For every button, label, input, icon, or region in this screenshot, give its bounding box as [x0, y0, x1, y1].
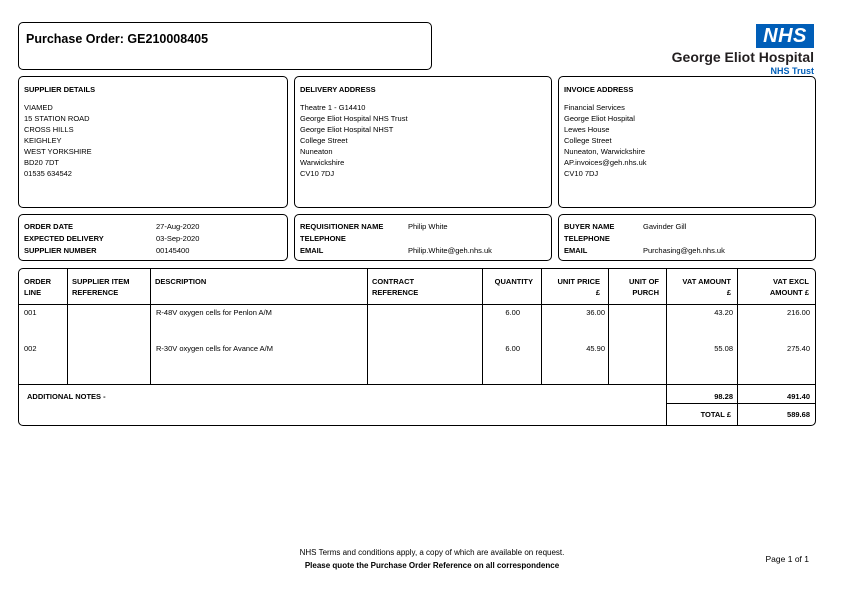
vat-excl-amount: 216.00	[787, 308, 810, 317]
supplier-number: 00145400	[156, 246, 190, 255]
vat-excl-amount: 275.40	[787, 344, 810, 353]
header-vat-excl-amount	[770, 276, 809, 298]
address-line: CV10 7DJ	[300, 169, 335, 178]
column-divider	[666, 269, 667, 425]
header-unit-price	[557, 276, 600, 298]
order-date: 27-Aug-2020	[156, 222, 200, 231]
item-description: R-48V oxygen cells for Penlon A/M	[156, 308, 272, 317]
address-line: George Eliot Hospital NHS Trust	[300, 114, 408, 123]
address-line: CROSS HILLS	[24, 125, 74, 134]
buyer-email: Purchasing@geh.nhs.uk	[643, 246, 725, 255]
order-lines-table	[18, 268, 816, 426]
additional-notes-label: ADDITIONAL NOTES -	[27, 392, 106, 401]
header-supplier-item-reference	[72, 276, 130, 298]
supplier-details-box	[18, 76, 288, 208]
quantity: 6.00	[505, 308, 520, 317]
header-order-line	[24, 276, 51, 298]
address-line: Nuneaton	[300, 147, 333, 156]
column-divider	[367, 269, 368, 384]
buyer-name: Gavinder Gill	[643, 222, 687, 231]
po-title: Purchase Order: GE210008405	[26, 32, 209, 46]
requisitioner-email: Philip.White@geh.nhs.uk	[408, 246, 492, 255]
header-text: QUANTITY	[494, 277, 533, 286]
address-line: KEIGHLEY	[24, 136, 62, 145]
trust-name: NHS Trust	[770, 66, 814, 76]
buyer-email-label: EMAIL	[564, 246, 588, 255]
total-label: TOTAL £	[700, 410, 731, 419]
page-number: Page 1 of 1	[765, 554, 809, 564]
address-line: AP.invoices@geh.nhs.uk	[564, 158, 647, 167]
address-line: College Street	[300, 136, 348, 145]
header-text: CONTRACT	[372, 277, 415, 286]
po-title-box	[18, 22, 432, 70]
address-line: VIAMED	[24, 103, 53, 112]
header-divider	[19, 304, 815, 305]
address-line: Theatre 1 - G14410	[300, 103, 366, 112]
header-unit-of-purchase	[629, 276, 659, 298]
delivery-address	[300, 102, 408, 179]
header-text: VAT EXCL	[773, 277, 809, 286]
unit-price: 36.00	[586, 308, 605, 317]
address-line: Lewes House	[564, 125, 610, 134]
unit-price: 45.90	[586, 344, 605, 353]
address-line: George Eliot Hospital NHST	[300, 125, 394, 134]
header-text: UNIT OF	[629, 277, 659, 286]
invoice-address-label: INVOICE ADDRESS	[564, 85, 634, 94]
supplier-number-label: SUPPLIER NUMBER	[24, 246, 97, 255]
terms-note: NHS Terms and conditions apply, a copy of which are available on request.	[299, 548, 565, 557]
header-description	[155, 276, 206, 287]
header-text: DESCRIPTION	[155, 277, 207, 286]
header-vat-amount	[682, 276, 731, 298]
expected-delivery: 03-Sep-2020	[156, 234, 200, 243]
header-contract-reference	[372, 276, 418, 298]
header-text: VAT AMOUNT	[682, 277, 731, 286]
header-text: AMOUNT £	[769, 288, 809, 297]
address-line: BD20 7DT	[24, 158, 60, 167]
address-line: WEST YORKSHIRE	[24, 147, 92, 156]
vat-total: 98.28	[714, 392, 733, 401]
header-quantity	[495, 276, 533, 287]
items-divider	[19, 384, 815, 385]
requisitioner-name-label: REQUISITIONER NAME	[300, 222, 384, 231]
totals-divider	[666, 403, 815, 404]
address-line: College Street	[564, 136, 612, 145]
supplier-address	[24, 102, 92, 179]
order-line-number: 002	[24, 344, 37, 353]
column-divider	[541, 269, 542, 384]
header-text: £	[726, 288, 731, 297]
invoice-address-box	[558, 76, 816, 208]
header-text: REFERENCE	[372, 288, 419, 297]
address-line: George Eliot Hospital	[564, 114, 635, 123]
requisitioner-box	[294, 214, 552, 261]
header-text: SUPPLIER ITEM	[72, 277, 130, 286]
address-line: CV10 7DJ	[564, 169, 599, 178]
address-line: 01535 634542	[24, 169, 72, 178]
grand-total: 589.68	[787, 410, 810, 419]
item-description: R-30V oxygen cells for Avance A/M	[156, 344, 274, 353]
address-line: 15 STATION ROAD	[24, 114, 90, 123]
order-info-box	[18, 214, 288, 261]
column-divider	[737, 269, 738, 425]
buyer-telephone-label: TELEPHONE	[564, 234, 610, 243]
invoice-address	[564, 102, 647, 179]
nhs-logo	[640, 22, 816, 78]
vat-amount: 43.20	[714, 308, 733, 317]
column-divider	[482, 269, 483, 384]
hospital-name: George Eliot Hospital	[671, 49, 814, 65]
quantity: 6.00	[505, 344, 520, 353]
header-text: UNIT PRICE	[557, 277, 600, 286]
header-text: £	[595, 288, 600, 297]
vat-excl-total: 491.40	[787, 392, 810, 401]
delivery-address-label: DELIVERY ADDRESS	[300, 85, 376, 94]
column-divider	[150, 269, 151, 384]
order-date-label: ORDER DATE	[24, 222, 74, 231]
header-text: ORDER	[24, 277, 52, 286]
vat-amount: 55.08	[714, 344, 733, 353]
address-line: Financial Services	[564, 103, 625, 112]
nhs-badge: NHS	[756, 24, 814, 48]
buyer-box	[558, 214, 816, 261]
expected-delivery-label: EXPECTED DELIVERY	[24, 234, 104, 243]
requisitioner-telephone-label: TELEPHONE	[300, 234, 346, 243]
column-divider	[67, 269, 68, 384]
address-line: Warwickshire	[300, 158, 345, 167]
header-text: REFERENCE	[72, 288, 119, 297]
quote-reference-note: Please quote the Purchase Order Reference on all correspondence	[304, 561, 560, 570]
column-divider	[608, 269, 609, 384]
order-line-number: 001	[24, 308, 37, 317]
header-text: LINE	[24, 288, 42, 297]
buyer-name-label: BUYER NAME	[564, 222, 615, 231]
requisitioner-name: Philip White	[408, 222, 448, 231]
address-line: Nuneaton, Warwickshire	[564, 147, 646, 156]
delivery-address-box	[294, 76, 552, 208]
header-text: PURCH	[632, 288, 659, 297]
requisitioner-email-label: EMAIL	[300, 246, 324, 255]
supplier-details-label: SUPPLIER DETAILS	[24, 85, 96, 94]
